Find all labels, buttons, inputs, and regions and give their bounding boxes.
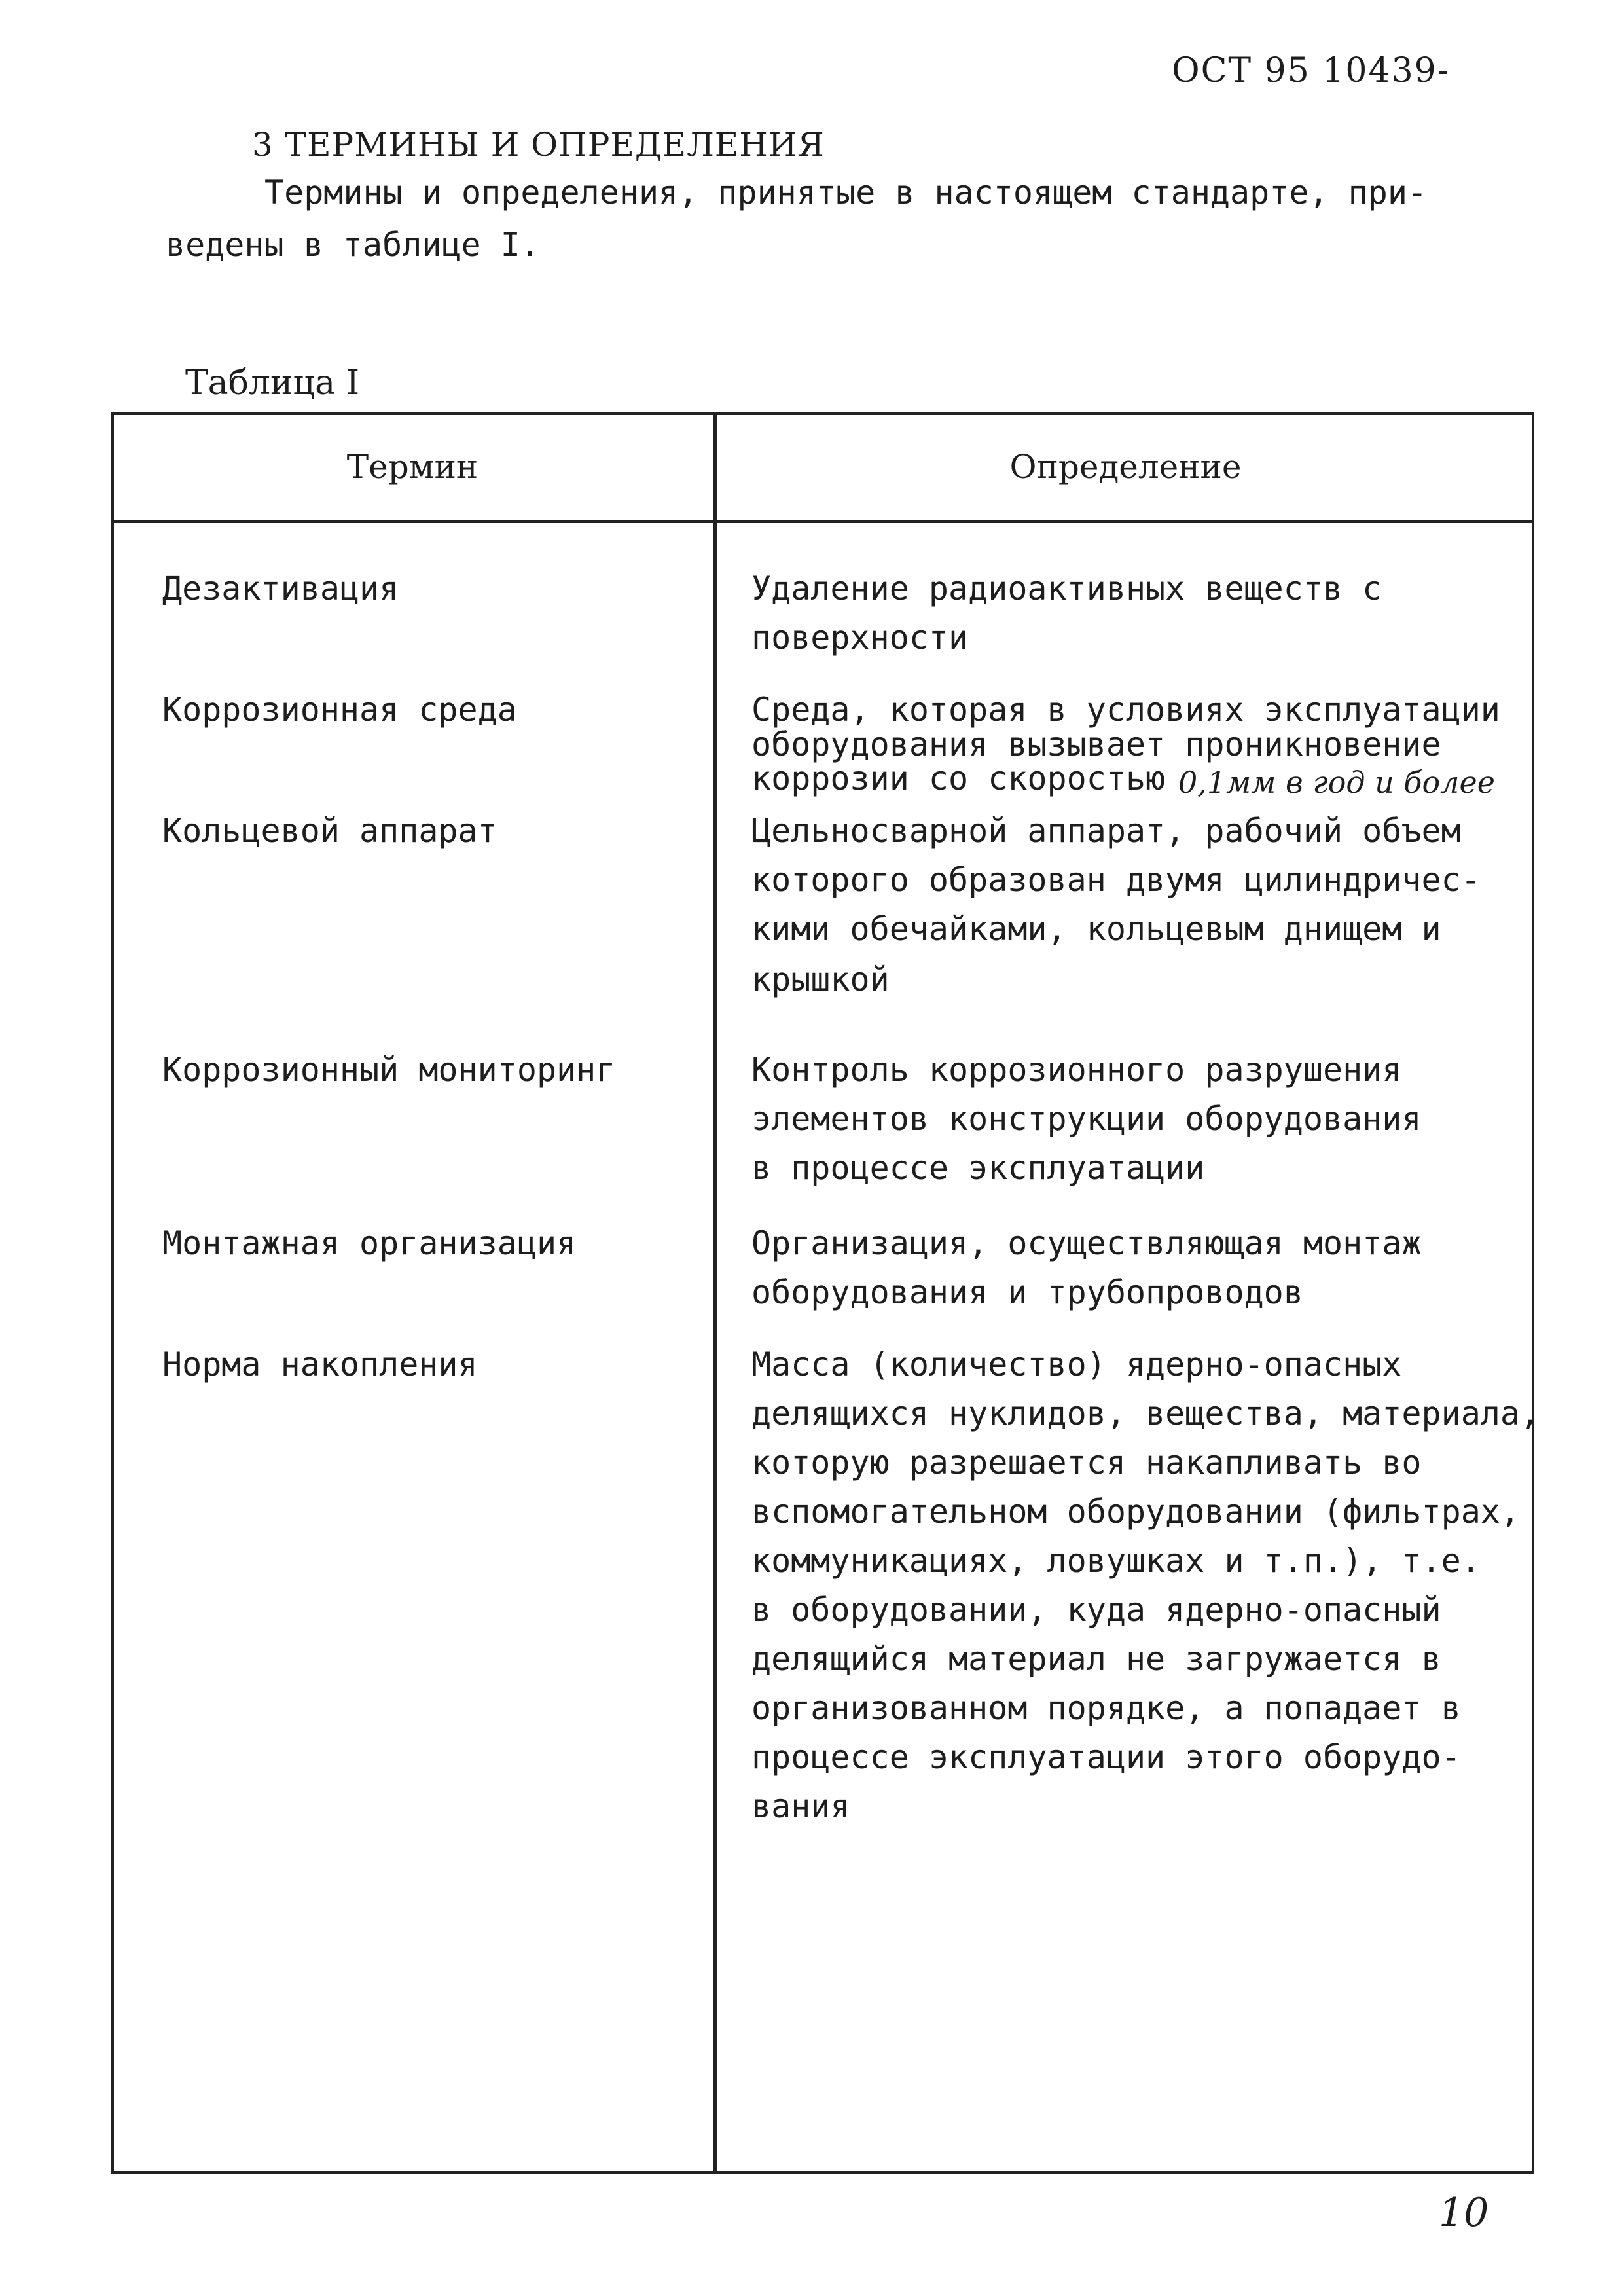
handwritten-note: 0,1мм в год и более [1178, 765, 1495, 800]
definition-line: Среда, которая в условиях эксплуатации [751, 691, 1500, 729]
definition-line: кими обечайками, кольцевым днищем и [751, 910, 1441, 948]
definition-line: коррозии со скоростью [751, 759, 1166, 797]
term-cell: Коррозионная среда [162, 691, 517, 729]
definition-line: поверхности [751, 619, 969, 657]
definition-line: оборудования вызывает проникновение [751, 725, 1441, 763]
header-rule [111, 520, 1534, 523]
column-divider [713, 412, 717, 2174]
definition-line: Удаление радиоактивных веществ с [751, 570, 1382, 608]
definition-line: коммуникациях, ловушках и т.п.), т.е. [751, 1542, 1481, 1580]
definition-line: элементов конструкции оборудования [751, 1100, 1422, 1138]
intro-text-line-2: ведены в таблице I. [166, 226, 540, 264]
definition-line: организованном порядке, а попадает в [751, 1689, 1461, 1727]
page-number: 10 [1439, 2190, 1489, 2236]
definition-line: оборудования и трубопроводов [751, 1273, 1303, 1311]
definition-line: Масса (количество) ядерно-опасных [751, 1345, 1402, 1383]
term-cell: Коррозионный мониторинг [162, 1051, 616, 1089]
table-caption: Таблица I [185, 363, 360, 403]
definition-line: вания [751, 1787, 850, 1825]
term-cell: Кольцевой аппарат [162, 812, 497, 850]
document-code: ОСТ 95 10439- [1172, 51, 1451, 90]
definition-line: которого образован двумя цилиндричес- [751, 861, 1481, 899]
definition-line: делящийся материал не загружается в [751, 1640, 1441, 1678]
term-cell: Дезактивация [162, 570, 399, 608]
definition-line: в оборудовании, куда ядерно-опасный [751, 1591, 1441, 1629]
term-cell: Норма накопления [162, 1345, 478, 1383]
definition-line: в процессе эксплуатации [751, 1149, 1205, 1187]
definition-line: делящихся нуклидов, вещества, материала, [751, 1394, 1540, 1432]
definition-line: крышкой [751, 960, 890, 998]
intro-text-line-1: Термины и определения, принятые в настоящем стандарте, при- [264, 173, 1428, 211]
definition-line: Цельносварной аппарат, рабочий объем [751, 812, 1461, 850]
definition-line: Организация, осуществляющая монтаж [751, 1224, 1422, 1262]
definition-line: вспомогательном оборудовании (фильтрах, [751, 1493, 1520, 1531]
section-heading: 3 ТЕРМИНЫ И ОПРЕДЕЛЕНИЯ [252, 126, 825, 164]
term-cell: Монтажная организация [162, 1224, 577, 1262]
definition-line: процессе эксплуатации этого оборудо- [751, 1738, 1461, 1776]
column-header-definition: Определение [1009, 447, 1242, 486]
definition-line: которую разрешается накапливать во [751, 1444, 1422, 1482]
column-header-term: Термин [346, 447, 478, 486]
definition-line: Контроль коррозионного разрушения [751, 1051, 1402, 1089]
